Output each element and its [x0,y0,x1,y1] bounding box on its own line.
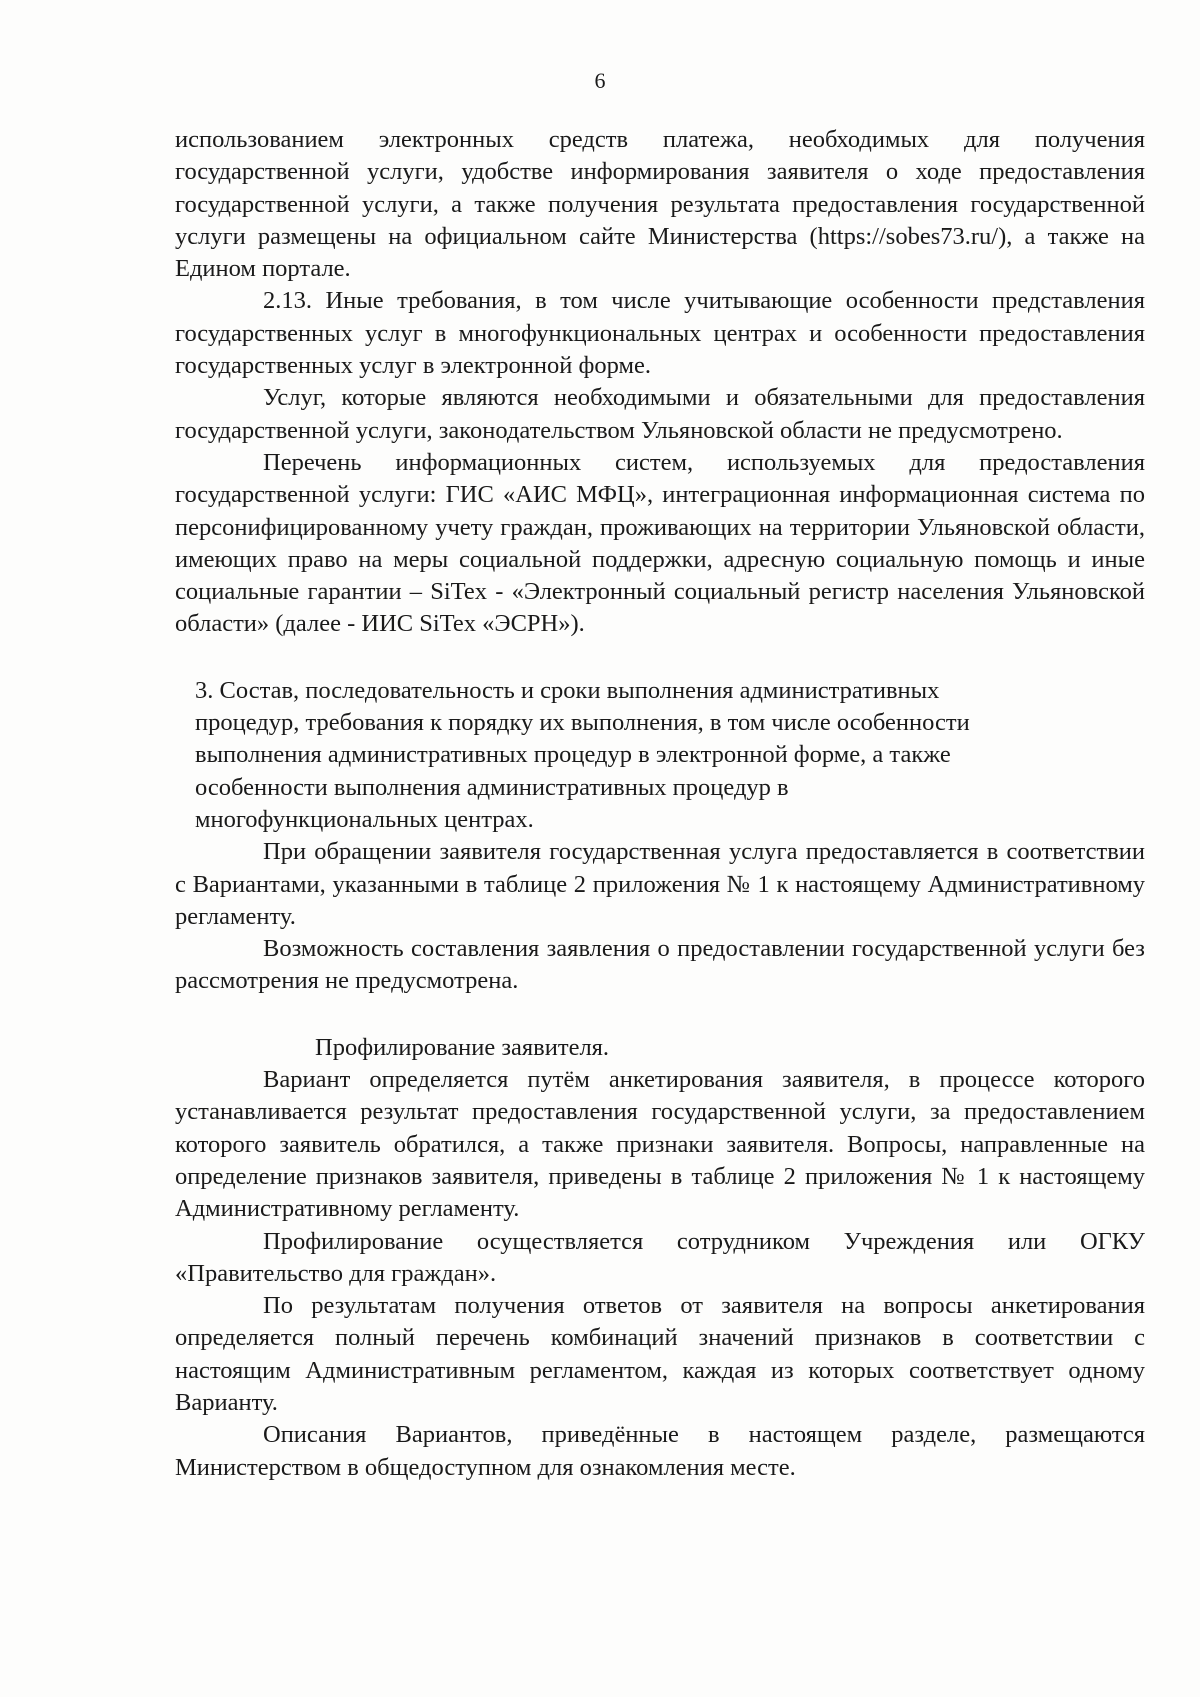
paragraph-no-review: Возможность составления заявления о предоставлении государственной услуги без рассмотрения не предусмотрена. [175,935,1145,995]
spacer [175,641,1145,675]
section-3-heading [175,675,1145,836]
paragraph-profiling-performer: Профилирование осуществляется сотрудником Учреждения или ОГКУ «Правительство для граждан». [175,1227,1145,1287]
paragraph-variants: При обращении заявителя государственная услуга предоставляется в соответствии с Вариантами, указанными в таблице 2 приложения № 1 к настоящему Административному регламенту. [175,838,1145,930]
section-3-heading-line: выполнения административных процедур в электронной форме, а также [195,741,951,769]
document-body [175,124,1145,1484]
paragraph-information-systems: Перечень информационных систем, используемых для предоставления государственной услуги: ГИС «АИС МФЦ», интеграционная информационная система по персонифицированному учету граждан, проживающих на территории Ульяновской области, имеющих право на меры социальной поддержки, адресную социальную помощь и иные социальные гарантии – SiTex - «Электронный социальный регистр населения Ульяновской области» (далее - ИИС SiTex «ЭСРН»). [175,448,1145,638]
section-3-heading-line: 3. Состав, последовательность и сроки выполнения административных [195,676,940,704]
paragraph-2-13: 2.13. Иные требования, в том числе учитывающие особенности представления государственных услуг в многофункциональных центрах и особенности предоставления государственных услуг в электронной форме. [175,287,1145,380]
paragraph-profiling-results: По результатам получения ответов от заявителя на вопросы анкетирования определяется полный перечень комбинаций значений признаков в соответствии с настоящим Административным регламентом, каждая из которых соответствует одному Варианту. [175,1292,1145,1416]
page-number: 6 [594,68,606,93]
paragraph-profiling-variant: Вариант определяется путём анкетирования заявителя, в процессе которого устанавливается результат предоставления государственной услуги, за предоставлением которого заявитель обратился, а также признаки заявителя. Вопросы, направленные на определение признаков заявителя, приведены в таблице 2 приложения № 1 к настоящему Административному регламенту. [175,1066,1145,1223]
paragraph-continuation: использованием электронных средств платежа, необходимых для получения государственной услуги, удобстве информирования заявителя о ходе предоставления государственной услуги, а также получения результата предоставления государственной услуги размещены на официальном сайте Министерства (https://sobes73.ru/), а также на Едином портале. [175,126,1145,283]
section-3-heading-line: многофункциональных центрах. [195,805,534,833]
paragraph-required-services: Услуг, которые являются необходимыми и обязательными для предоставления государственной услуги, законодательством Ульяновской области не предусмотрено. [175,384,1145,444]
section-3-heading-line: особенности выполнения административных процедур в [195,773,789,801]
section-3-heading-line: процедур, требования к порядку их выполнения, в том числе особенности [195,709,970,737]
spacer [175,998,1145,1032]
profiling-heading: Профилирование заявителя. [315,1033,610,1061]
paragraph-variant-descriptions: Описания Вариантов, приведённые в настоящем разделе, размещаются Министерством в общедоступном для ознакомления месте. [175,1421,1145,1481]
